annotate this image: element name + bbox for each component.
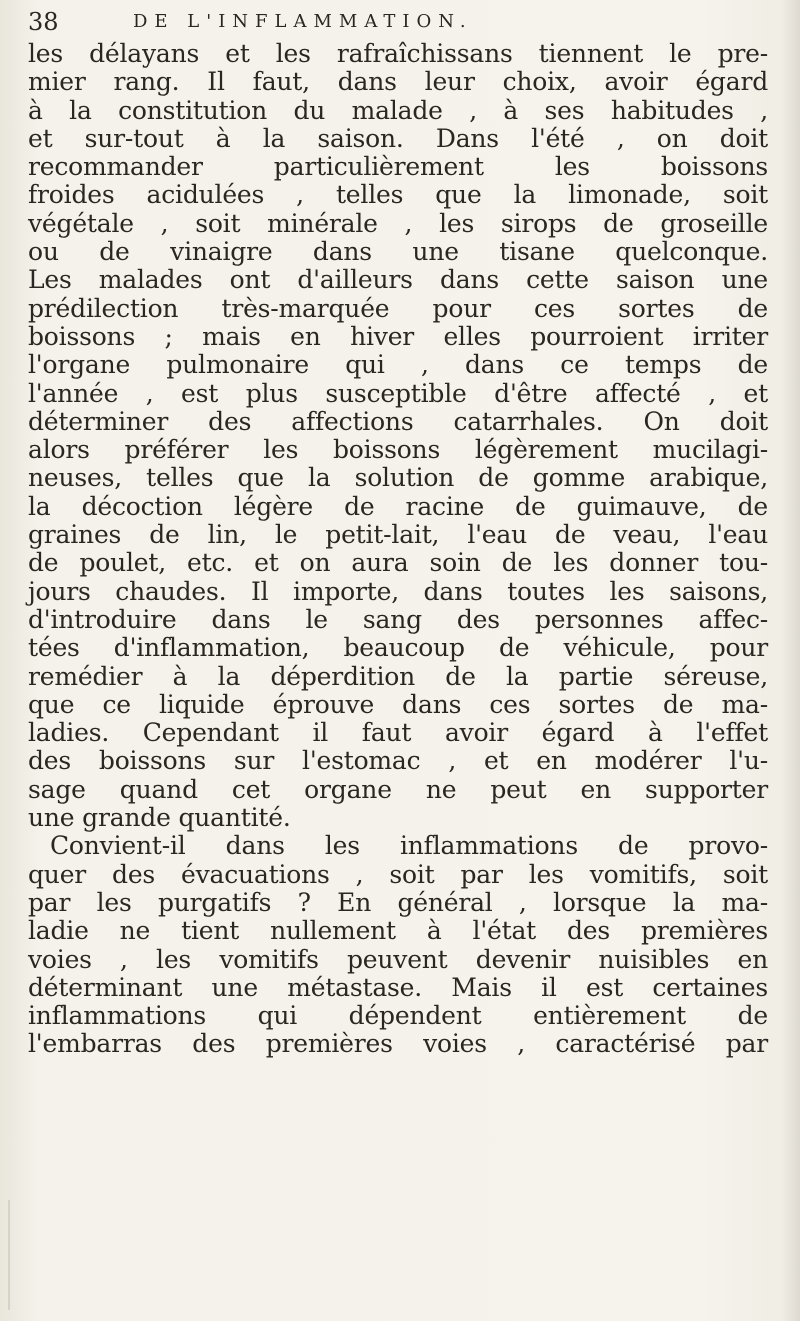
text-line: mier rang. Il faut, dans leur choix, avoir égard	[28, 67, 768, 97]
text-line: recommander particulièrement les boissons	[28, 152, 768, 182]
text-line: graines de lin, le petit-lait, l'eau de veau, l'eau	[28, 520, 768, 550]
text-line: quer des évacuations , soit par les vomitifs, soit	[28, 859, 768, 889]
text-line: la décoction légère de racine de guimauve, de	[28, 491, 768, 521]
text-line: Convient-il dans les inflammations de provo-	[50, 831, 768, 861]
text-line: des boissons sur l'estomac , et en modérer l'u-	[28, 746, 768, 776]
text-line: l'organe pulmonaire qui , dans ce temps de	[28, 350, 768, 380]
text-line: d'introduire dans le sang des personnes affec-	[28, 604, 768, 634]
text-line: tées d'inflammation, beaucoup de véhicule, pour	[28, 633, 768, 663]
text-line: prédilection très-marquée pour ces sortes de	[28, 293, 768, 323]
running-head	[28, 4, 788, 40]
running-title: DE L'INFLAMMATION.	[133, 11, 473, 32]
text-line: les délayans et les rafraîchissans tiennent le pre-	[28, 39, 768, 68]
text-line: boissons ; mais en hiver elles pourroient irriter	[28, 321, 768, 351]
page-edge-mark	[8, 1200, 10, 1310]
text-line: déterminant une métastase. Mais il est certaines	[28, 972, 768, 1002]
text-line: voies , les vomitifs peuvent devenir nuisibles en	[28, 944, 768, 974]
body-text	[28, 40, 768, 1059]
text-line: de poulet, etc. et on aura soin de les donner tou-	[28, 548, 768, 578]
text-line: ladie ne tient nullement à l'état des premières	[28, 916, 768, 946]
text-line: que ce liquide éprouve dans ces sortes de ma-	[28, 689, 768, 719]
text-line: par les purgatifs ? En général , lorsque la ma-	[28, 887, 768, 917]
text-line: déterminer des affections catarrhales. On doit	[28, 406, 768, 436]
text-line: l'année , est plus susceptible d'être affecté , et	[28, 378, 768, 408]
text-line: l'embarras des premières voies , caractérisé par	[28, 1029, 768, 1059]
text-line: froides acidulées , telles que la limonade, soit	[28, 180, 768, 210]
text-line: neuses, telles que la solution de gomme arabique,	[28, 463, 768, 493]
text-line: et sur-tout à la saison. Dans l'été , on doit	[28, 123, 768, 153]
text-line: une grande quantité.	[28, 803, 291, 833]
text-line: inflammations qui dépendent entièrement de	[28, 1001, 768, 1031]
page-number: 38	[28, 8, 59, 36]
text-line: jours chaudes. Il importe, dans toutes les saisons,	[28, 576, 768, 606]
text-line: ladies. Cependant il faut avoir égard à l'effet	[28, 718, 768, 748]
text-line: sage quand cet organe ne peut en supporter	[28, 774, 768, 804]
text-line: à la constitution du malade , à ses habitudes ,	[28, 95, 768, 125]
text-line: alors préférer les boissons légèrement mucilagi-	[28, 435, 768, 465]
text-line: remédier à la déperdition de la partie séreuse,	[28, 661, 768, 691]
spine-shadow	[782, 0, 800, 1321]
text-line: Les malades ont d'ailleurs dans cette saison une	[28, 265, 768, 295]
text-line: ou de vinaigre dans une tisane quelconque.	[28, 237, 768, 267]
text-line: végétale , soit minérale , les sirops de groseille	[28, 208, 768, 238]
